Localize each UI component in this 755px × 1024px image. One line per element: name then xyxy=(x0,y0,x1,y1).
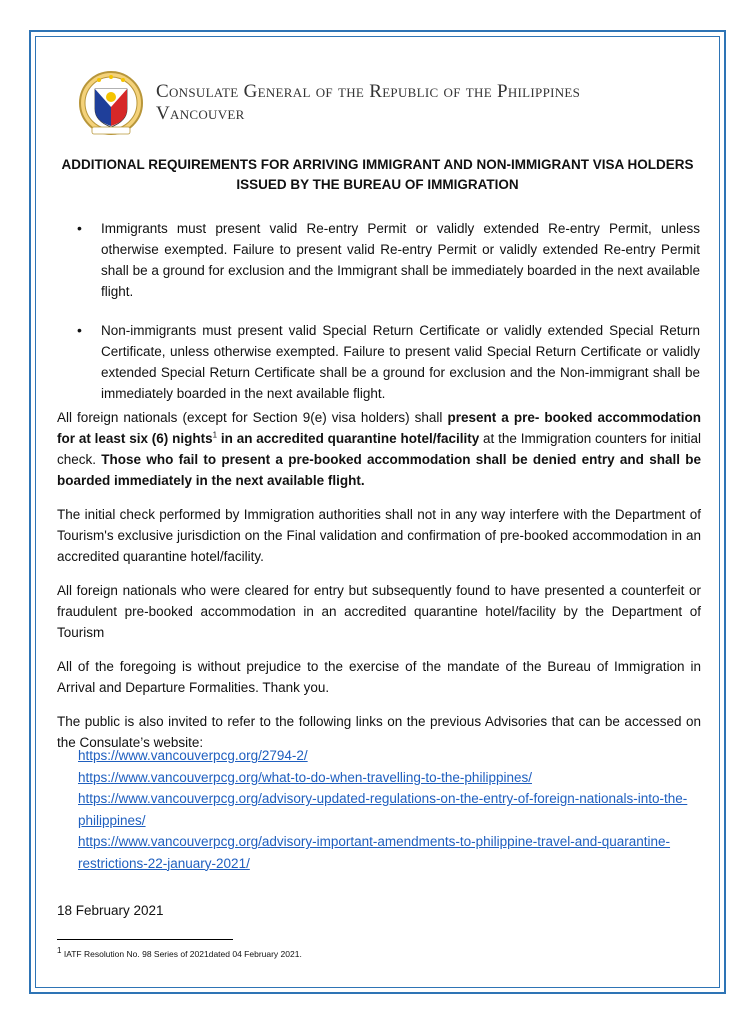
paragraph-foregoing: All of the foregoing is without prejudice to the exercise of the mandate of the Bureau of Immigration in Arrival and Departure Formalities. Thank you. xyxy=(57,659,701,695)
link-item xyxy=(78,745,702,767)
link-item xyxy=(78,788,702,831)
advisory-link-4[interactable]: https://www.vancouverpcg.org/advisory-important-amendments-to-philippine-travel-and-quarantine-restrictions-22-january-2021/ xyxy=(78,834,671,871)
paragraph-public-links: The public is also invited to refer to the following links on the previous Advisories that can be accessed on the Consulate’s website: xyxy=(57,714,701,750)
link-item xyxy=(78,831,702,874)
advisory-link-3[interactable]: https://www.vancouverpcg.org/advisory-updated-regulations-on-the-entry-of-foreign-nationals-into-the-philippines/ xyxy=(78,791,688,828)
letterhead xyxy=(78,68,580,138)
philippine-seal-icon xyxy=(78,69,144,137)
text-segment: at the Immigration counters for initial check. xyxy=(57,431,701,467)
bold-segment: in an accredited quarantine hotel/facility xyxy=(217,431,480,446)
requirements-list xyxy=(77,218,700,422)
requirement-immigrants: • Immigrants must present valid Re-entry Permit or validly extended Re-entry Permit, unless otherwise exempted. Failure to present valid Re-entry Permit or validly extended Re-entry Permit shall be a ground for exclusion and the Immigrant shall be immediately boarded in the next available flight. xyxy=(77,218,700,302)
footnote xyxy=(57,946,302,959)
paragraph-cleared-entry: All foreign nationals who were cleared for entry but subsequently found to have presented a counterfeit or fraudulent pre-booked accommodation in an accredited quarantine hotel/facility by the Department of Tourism xyxy=(57,583,701,640)
footnote-reference: 1 xyxy=(212,430,218,440)
bold-segment: Those who fail to present a pre-booked accommodation shall be denied entry and shall be boarded immediately in the next available flight. xyxy=(57,452,701,488)
advisory-link-2[interactable]: https://www.vancouverpcg.org/what-to-do-when-travelling-to-the-philippines/ xyxy=(78,769,532,785)
requirement-non-immigrants: • Non-immigrants must present valid Special Return Certificate or validly extended Special Return Certificate, unless otherwise exempted. Failure to present valid Special Return Certificate or validly extended Special Return Certificate shall be a ground for exclusion and the Non-immigrant shall be immediately boarded in the next available flight. xyxy=(77,320,700,404)
title-line2: ISSUED BY THE BUREAU OF IMMIGRATION xyxy=(236,177,519,192)
footnote-text: IATF Resolution No. 98 Series of 2021dated 04 February 2021. xyxy=(63,948,302,959)
link-item xyxy=(78,767,702,789)
footnote-mark: 1 xyxy=(57,946,62,955)
text-segment: All foreign nationals (except for Section 9(e) visa holders) shall xyxy=(57,410,448,425)
office-name-line2: Vancouver xyxy=(156,103,245,124)
bold-segment: present a pre- booked accommodation for at least six (6) nights xyxy=(57,410,701,446)
footnote-divider xyxy=(57,939,233,940)
title-line1: ADDITIONAL REQUIREMENTS FOR ARRIVING IMMIGRANT AND NON-IMMIGRANT VISA HOLDERS xyxy=(61,157,694,172)
advisory-link-1[interactable]: https://www.vancouverpcg.org/2794-2/ xyxy=(78,748,308,763)
paragraph-foreign-nationals xyxy=(57,407,701,491)
paragraph-initial-check: The initial check performed by Immigration authorities shall not in any way interfere with the Department of Tourism's exclusive jurisdiction on the Final validation and confirmation of pre-booked accommodation in an accredited quarantine hotel/facility. xyxy=(57,507,701,564)
advisory-links xyxy=(78,745,702,874)
document-date: 18 February 2021 xyxy=(57,903,164,918)
document-title xyxy=(60,155,695,195)
office-name-line1: Consulate General of the Republic of the Philippines xyxy=(156,81,581,102)
